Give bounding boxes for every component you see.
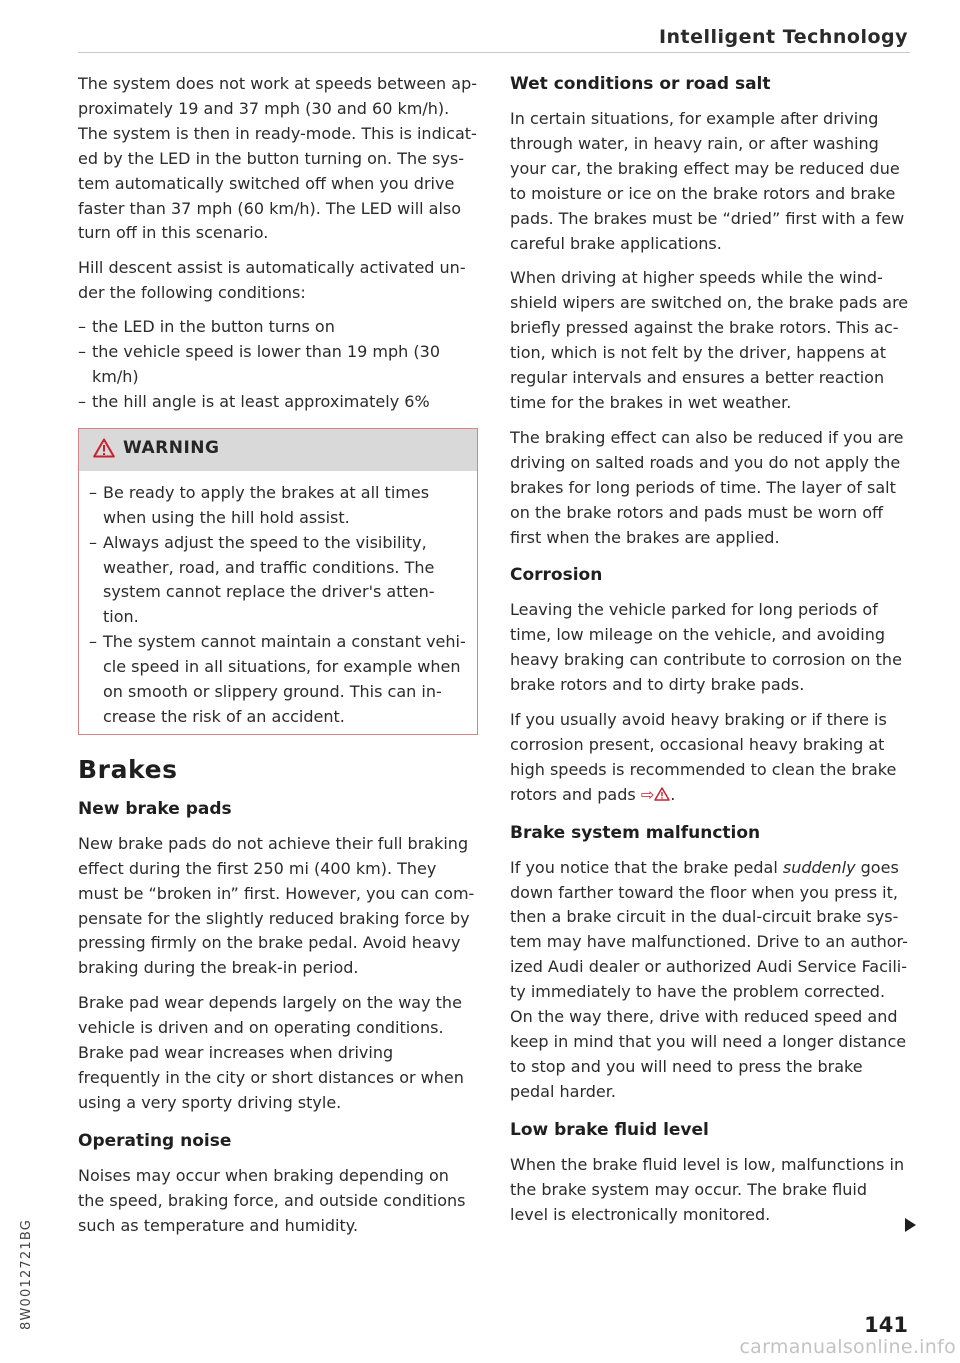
document-code: 8W0012721BG bbox=[19, 1219, 34, 1330]
warning-body bbox=[79, 471, 477, 734]
corrosion-paragraph-2-text: If you usually avoid heavy braking or if there is corrosion present, occasional heavy braking at high speeds is recommended to clean the brake rotors and pads bbox=[510, 710, 897, 804]
watermark: carmanualsonline.info bbox=[739, 1336, 956, 1358]
list-item: – the LED in the button turns on bbox=[78, 315, 478, 340]
operating-noise-heading: Operating noise bbox=[78, 1130, 232, 1151]
brake-malfunction-heading: Brake system malfunction bbox=[510, 822, 761, 843]
new-brake-pads-paragraph: New brake pads do not achieve their full braking effect during the first 250 mi (400 km). They must be “broken in” first. However, you can com-pensate for the slightly reduced braking force by pressing firmly on the brake pedal. Avoid heavy braking during the break-in period. bbox=[78, 833, 475, 978]
list-item: – the hill angle is at least approximately 6% bbox=[78, 390, 478, 415]
right-column bbox=[510, 72, 910, 1237]
warning-triangle-icon bbox=[93, 438, 115, 458]
wet-conditions-paragraph-3: The braking effect can also be reduced if you are driving on salted roads and you do not apply the brakes for long periods of time. The layer of salt on the brake rotors and pads must be worn off first when the brakes are applied. bbox=[510, 427, 904, 547]
corrosion-heading: Corrosion bbox=[510, 565, 603, 586]
low-fluid-paragraph: When the brake fluid level is low, malfunctions in the brake system may occur. The brake fluid level is electronically monitored. bbox=[510, 1154, 905, 1224]
page-header bbox=[78, 22, 910, 53]
brakes-heading: Brakes bbox=[78, 754, 178, 784]
warning-item: – Always adjust the speed to the visibility, weather, road, and traffic conditions. The system cannot replace the driver's atten-tion. bbox=[89, 531, 467, 631]
left-column bbox=[78, 72, 478, 1249]
warning-item: – Be ready to apply the brakes at all times when using the hill hold assist. bbox=[89, 481, 467, 531]
cross-reference-arrow[interactable]: ⇨ bbox=[640, 784, 655, 804]
operating-noise-paragraph: Noises may occur when braking depending on the speed, braking force, and outside conditions such as temperature and humidity. bbox=[78, 1165, 466, 1235]
malfunction-emphasis: suddenly bbox=[782, 857, 856, 877]
conditions-list bbox=[78, 315, 478, 415]
conditions-intro: Hill descent assist is automatically activated un-der the following conditions: bbox=[78, 258, 466, 303]
wet-conditions-heading: Wet conditions or road salt bbox=[510, 74, 771, 94]
wet-conditions-paragraph-2: When driving at higher speeds while the wind-shield wipers are switched on, the brake pads are briefly pressed against the brake rotors. This ac-tion, which is not felt by the driver, happens at regular intervals and ensures a better reaction time for the brakes in wet weather. bbox=[510, 268, 909, 412]
malfunction-text-start: If you notice that the brake pedal bbox=[510, 857, 783, 877]
new-brake-pads-heading: New brake pads bbox=[78, 798, 232, 819]
pad-wear-paragraph: Brake pad wear depends largely on the way the vehicle is driven and on operating conditions. Brake pad wear increases when driving frequently in the city or short distances or when using a very sporty driving style. bbox=[78, 993, 464, 1112]
low-fluid-heading: Low brake fluid level bbox=[510, 1119, 709, 1140]
wet-conditions-paragraph-1: In certain situations, for example after driving through water, in heavy rain, or after washing your car, the braking effect may be reduced due to moisture or ice on the brake rotors and brake pads. The brakes must be “dried” first with a few careful brake applications. bbox=[510, 109, 905, 253]
intro-paragraph: The system does not work at speeds between ap-proximately 19 and 37 mph (30 and 60 km/h). The system is then in ready-mode. This is indicat-ed by the LED in the button turning on. The sys-tem automatically switched off when you drive faster than 37 mph (60 km/h). The LED will also turn off in this scenario. bbox=[78, 74, 478, 243]
warning-title: WARNING bbox=[123, 437, 220, 458]
warning-box bbox=[78, 428, 478, 735]
list-item: – the vehicle speed is lower than 19 mph (30 km/h) bbox=[78, 340, 478, 390]
warning-item: – The system cannot maintain a constant vehi-cle speed in all situations, for example when on smooth or slippery ground. This can in-crease the risk of an accident. bbox=[89, 630, 467, 730]
warning-header bbox=[79, 429, 477, 471]
malfunction-text-end: goes down farther toward the floor when you press it, then a brake circuit in the dual-circuit brake sys-tem may have malfunctioned. Drive to an author-ized Audi dealer or authorized Audi Service Facili-ty immediately to have the problem corrected. On the way there, drive with reduced speed and keep in mind that you will need a longer distance to stop and you will need to press the brake pedal harder. bbox=[510, 857, 908, 1101]
continue-arrow-icon bbox=[905, 1218, 916, 1232]
header-title: Intelligent Technology bbox=[658, 26, 908, 48]
corrosion-paragraph-1: Leaving the vehicle parked for long periods of time, low mileage on the vehicle, and avoiding heavy braking can contribute to corrosion on the brake rotors and to dirty brake pads. bbox=[510, 600, 902, 695]
page-number: 141 bbox=[864, 1313, 908, 1337]
warning-reference-icon[interactable] bbox=[654, 787, 670, 801]
brake-malfunction-paragraph bbox=[510, 856, 910, 1105]
corrosion-paragraph-2: If you usually avoid heavy braking or if there is corrosion present, occasional heavy braking at high speeds is recommended to clean the brake rotors and pads ⇨ . bbox=[510, 710, 897, 804]
warning-list bbox=[89, 481, 467, 730]
